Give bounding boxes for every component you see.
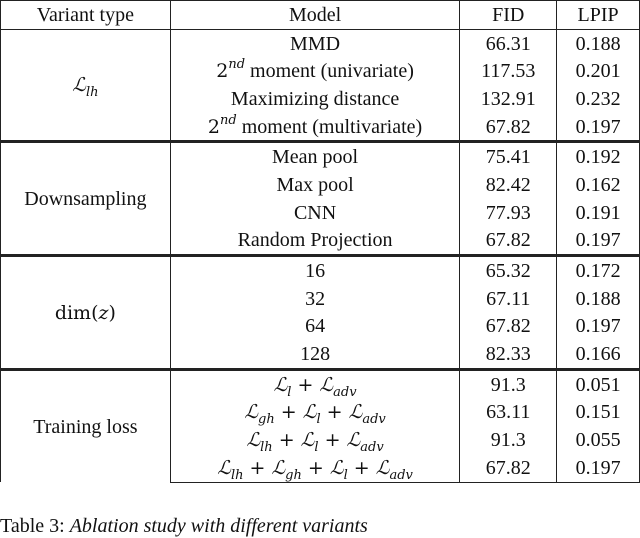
- fid-cell: 82.33: [460, 340, 557, 369]
- variant-dim-z-math: dim(z): [54, 301, 116, 324]
- model-math: ℒ$_l$ + ℒ$_{adv}$: [273, 373, 357, 400]
- model-cell: MMD: [170, 29, 460, 57]
- header-lpip: LPIP: [557, 1, 640, 30]
- header-model: Model: [170, 1, 460, 30]
- variant-type-cell: Training loss: [1, 369, 171, 482]
- header-row: [1, 1, 640, 30]
- model-cell: [170, 426, 460, 454]
- model-math: ℒ$_{lh}$ + ℒ$_l$ + ℒ$_{adv}$: [246, 429, 384, 456]
- model-cell: 2nd moment (multivariate): [170, 113, 460, 142]
- fid-cell: 132.91: [460, 85, 557, 113]
- model-cell: 128: [170, 340, 460, 369]
- table-row: [1, 142, 640, 171]
- fid-cell: 67.11: [460, 285, 557, 313]
- lpip-cell: 0.188: [557, 29, 640, 57]
- lpip-cell: 0.188: [557, 285, 640, 313]
- table-row: [1, 256, 640, 285]
- lpip-cell: 0.192: [557, 142, 640, 171]
- variant-type-cell: [1, 256, 171, 370]
- lpip-cell: 0.201: [557, 57, 640, 85]
- lpip-cell-best: 0.232: [557, 85, 640, 113]
- lpip-cell-best: 0.197: [557, 454, 640, 482]
- group-training-loss: [1, 369, 640, 482]
- model-cell: 2nd moment (univariate): [170, 57, 460, 85]
- model-cell: [170, 454, 460, 482]
- fid-cell: 75.41: [460, 142, 557, 171]
- model-math: ℒ$_{gh}$ + ℒ$_l$ + ℒ$_{adv}$: [244, 401, 386, 428]
- fid-cell-best: 65.32: [460, 256, 557, 285]
- model-cell: 64: [170, 313, 460, 341]
- group-lh: [1, 29, 640, 142]
- model-cell: Mean pool: [170, 142, 460, 171]
- model-cell: 32: [170, 285, 460, 313]
- variant-type-cell: Downsampling: [1, 142, 171, 256]
- lpip-cell: 0.191: [557, 199, 640, 227]
- fid-cell: 117.53: [460, 57, 557, 85]
- table-caption: [0, 514, 640, 538]
- model-cell: [170, 399, 460, 427]
- lpip-cell: 0.172: [557, 256, 640, 285]
- lpip-cell: 0.051: [557, 369, 640, 398]
- fid-cell: 82.42: [460, 171, 557, 199]
- model-math: 2nd: [216, 57, 246, 83]
- model-math: 2nd: [207, 112, 237, 138]
- fid-cell: 66.31: [460, 29, 557, 57]
- caption-text: Ablation study with different variants: [69, 515, 368, 537]
- fid-cell: 77.93: [460, 199, 557, 227]
- lpip-cell-best: 0.197: [557, 227, 640, 256]
- header-fid: FID: [460, 1, 557, 30]
- header-variant-type: Variant type: [1, 1, 171, 30]
- fid-cell-best: 67.82: [460, 227, 557, 256]
- lpip-cell-best: 0.197: [557, 313, 640, 341]
- lpip-cell: 0.151: [557, 399, 640, 427]
- variant-type-cell: [1, 29, 171, 142]
- fid-cell: 91.3: [460, 369, 557, 398]
- lpip-cell: 0.162: [557, 171, 640, 199]
- fid-cell: 91.3: [460, 426, 557, 454]
- model-cell: Maximizing distance: [170, 85, 460, 113]
- model-cell: 16: [170, 256, 460, 285]
- fid-cell-best: 63.11: [460, 399, 557, 427]
- variant-lh-math: ℒ$_{lh}$: [72, 74, 99, 101]
- group-dim-z: [1, 256, 640, 370]
- table-row: [1, 29, 640, 57]
- fid-cell: 67.82: [460, 454, 557, 482]
- fid-cell: 67.82: [460, 313, 557, 341]
- fid-cell-best: 67.82: [460, 113, 557, 142]
- model-cell: CNN: [170, 199, 460, 227]
- model-cell: Max pool: [170, 171, 460, 199]
- model-cell: Random Projection: [170, 227, 460, 256]
- table-row: [1, 369, 640, 398]
- model-cell: [170, 369, 460, 398]
- lpip-cell: 0.197: [557, 113, 640, 142]
- caption-label: Table 3:: [0, 515, 65, 537]
- lpip-cell: 0.055: [557, 426, 640, 454]
- model-math: ℒ$_{lh}$ + ℒ$_{gh}$ + ℒ$_l$ + ℒ$_{adv}$: [217, 456, 413, 483]
- lpip-cell: 0.166: [557, 340, 640, 369]
- group-downsampling: [1, 142, 640, 256]
